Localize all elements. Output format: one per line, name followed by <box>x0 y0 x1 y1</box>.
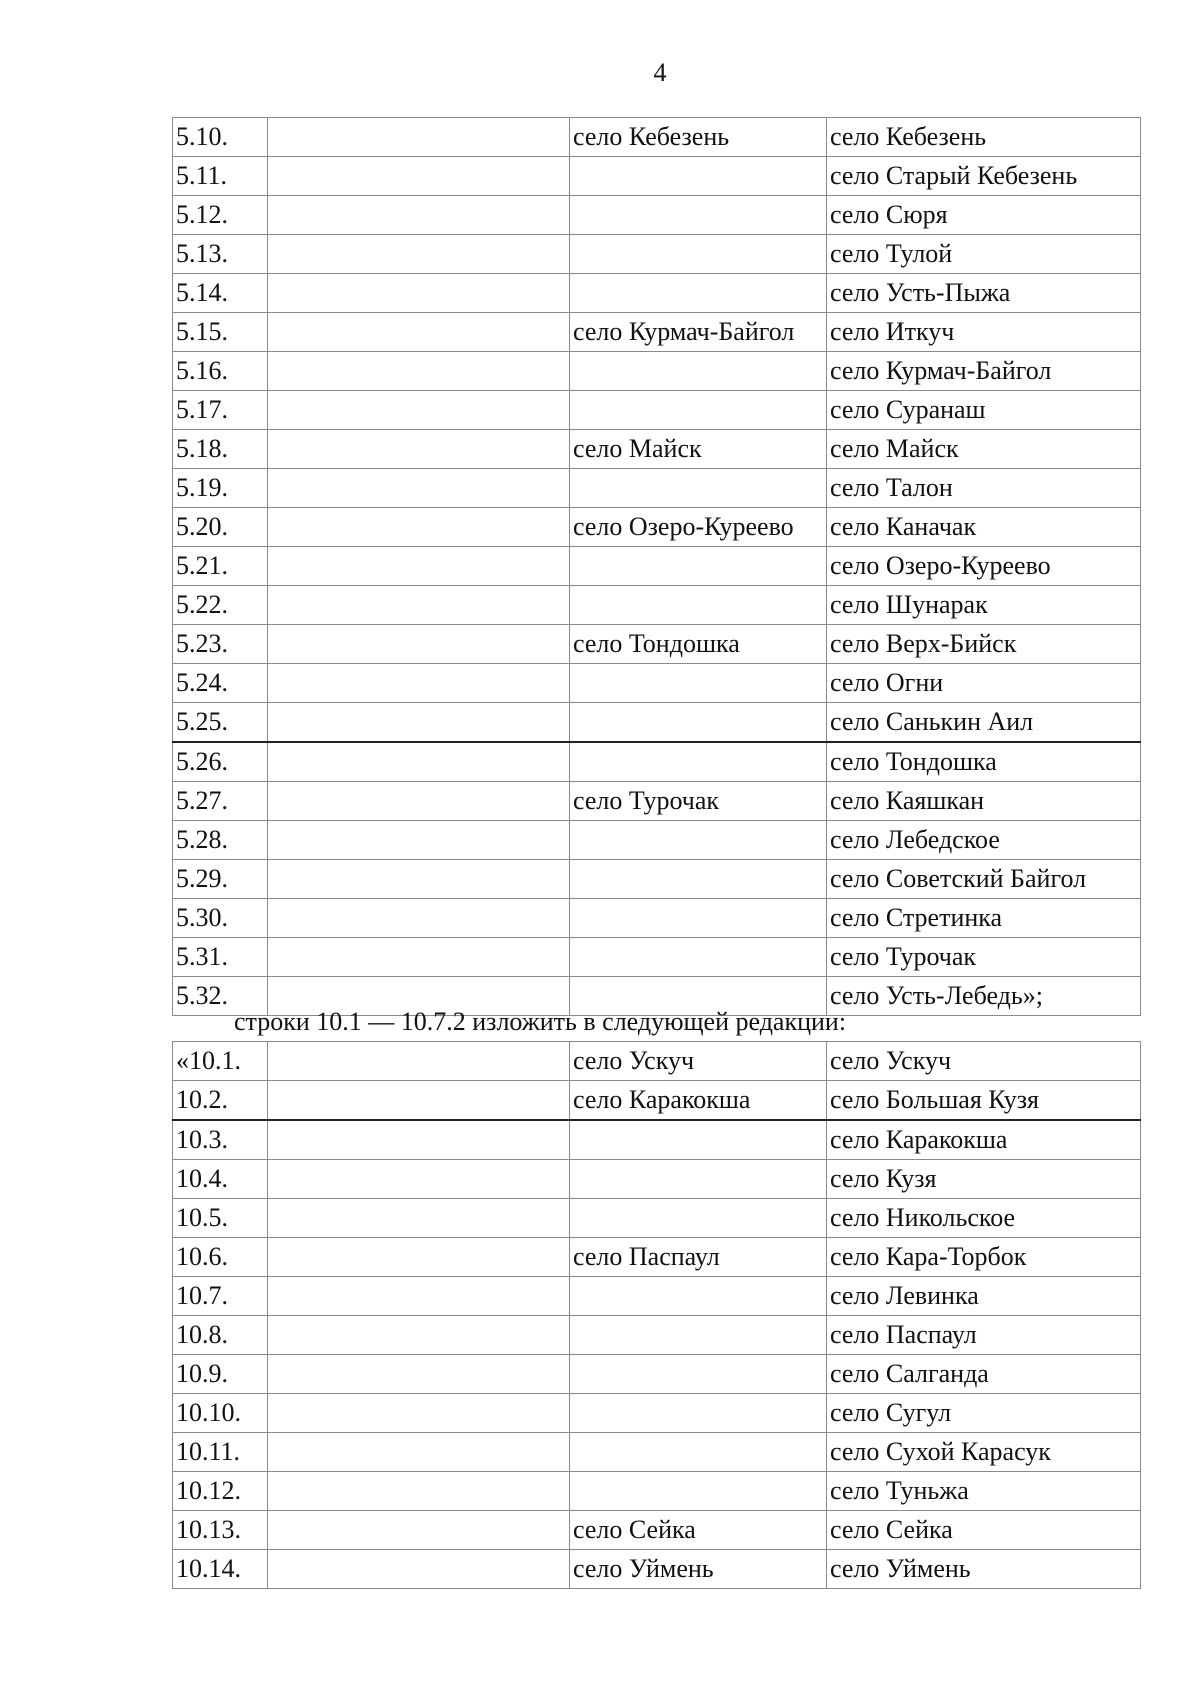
table-row <box>173 430 1141 469</box>
row-number-cell: 5.12. <box>173 196 268 235</box>
municipality-cell <box>268 821 570 860</box>
table-row <box>173 1199 1141 1238</box>
locality-cell: село Талон <box>827 469 1141 508</box>
municipality-cell <box>268 782 570 821</box>
row-number-cell: 5.15. <box>173 313 268 352</box>
table-row <box>173 899 1141 938</box>
row-number-cell: 5.20. <box>173 508 268 547</box>
table-row <box>173 118 1141 157</box>
locality-cell: село Курмач-Байгол <box>827 352 1141 391</box>
locality-cell: село Советский Байгол <box>827 860 1141 899</box>
locality-cell: село Турочак <box>827 938 1141 977</box>
municipality-cell <box>268 899 570 938</box>
settlement-cell <box>570 1472 827 1511</box>
table-row <box>173 860 1141 899</box>
locality-cell: село Каракокша <box>827 1120 1141 1160</box>
settlement-cell: село Курмач-Байгол <box>570 313 827 352</box>
settlement-cell <box>570 547 827 586</box>
locality-cell: село Огни <box>827 664 1141 703</box>
municipality-cell <box>268 469 570 508</box>
table-row <box>173 625 1141 664</box>
row-number-cell: 5.32. <box>173 977 268 1016</box>
settlement-cell <box>570 274 827 313</box>
settlement-cell: село Тондошка <box>570 625 827 664</box>
locality-cell: село Большая Кузя <box>827 1081 1141 1121</box>
table-row <box>173 586 1141 625</box>
row-number-cell: 5.29. <box>173 860 268 899</box>
locality-cell: село Салганда <box>827 1355 1141 1394</box>
settlement-cell <box>570 1120 827 1160</box>
row-number-cell: 10.3. <box>173 1120 268 1160</box>
table-row <box>173 1394 1141 1433</box>
row-number-cell: 10.4. <box>173 1160 268 1199</box>
table-row <box>173 235 1141 274</box>
table-row <box>173 742 1141 782</box>
table-row <box>173 938 1141 977</box>
locality-cell: село Никольское <box>827 1199 1141 1238</box>
table-row <box>173 1550 1141 1589</box>
settlement-cell <box>570 1160 827 1199</box>
settlement-cell <box>570 469 827 508</box>
row-number-cell: 5.24. <box>173 664 268 703</box>
page-number: 4 <box>653 58 667 87</box>
table-body <box>173 118 1141 1016</box>
locality-cell: село Усть-Пыжа <box>827 274 1141 313</box>
locality-cell: село Каначак <box>827 508 1141 547</box>
row-number-cell: 10.12. <box>173 1472 268 1511</box>
row-number-cell: 5.13. <box>173 235 268 274</box>
locality-cell: село Кебезень <box>827 118 1141 157</box>
row-number-cell: 5.11. <box>173 157 268 196</box>
row-number-cell: 5.18. <box>173 430 268 469</box>
row-number-cell: 5.31. <box>173 938 268 977</box>
locality-cell: село Иткуч <box>827 313 1141 352</box>
settlement-cell <box>570 1433 827 1472</box>
table-row <box>173 352 1141 391</box>
row-number-cell: 5.26. <box>173 742 268 782</box>
municipality-cell <box>268 1472 570 1511</box>
locality-cell: село Старый Кебезень <box>827 157 1141 196</box>
municipality-cell <box>268 1355 570 1394</box>
locality-cell: село Тондошка <box>827 742 1141 782</box>
row-number-cell: 5.19. <box>173 469 268 508</box>
municipality-cell <box>268 1160 570 1199</box>
settlement-cell <box>570 586 827 625</box>
municipality-cell <box>268 1042 570 1081</box>
table-row <box>173 782 1141 821</box>
municipality-cell <box>268 1238 570 1277</box>
table-row <box>173 1433 1141 1472</box>
row-number-cell: 10.7. <box>173 1277 268 1316</box>
locality-cell: село Сугул <box>827 1394 1141 1433</box>
locality-cell: село Тулой <box>827 235 1141 274</box>
municipality-cell <box>268 391 570 430</box>
row-number-cell: 5.16. <box>173 352 268 391</box>
municipality-cell <box>268 118 570 157</box>
municipality-cell <box>268 586 570 625</box>
municipality-cell <box>268 703 570 743</box>
row-number-cell: 10.5. <box>173 1199 268 1238</box>
row-number-cell: 5.27. <box>173 782 268 821</box>
municipality-cell <box>268 1511 570 1550</box>
settlement-cell: село Кебезень <box>570 118 827 157</box>
municipality-cell <box>268 664 570 703</box>
municipality-cell <box>268 430 570 469</box>
settlement-cell: село Майск <box>570 430 827 469</box>
row-number-cell: 5.28. <box>173 821 268 860</box>
locality-cell: село Лебедское <box>827 821 1141 860</box>
settlement-cell <box>570 938 827 977</box>
row-number-cell: 5.22. <box>173 586 268 625</box>
table-row <box>173 1081 1141 1121</box>
row-number-cell: 5.10. <box>173 118 268 157</box>
table-row <box>173 157 1141 196</box>
settlement-cell: село Уймень <box>570 1550 827 1589</box>
locality-cell: село Санькин Аил <box>827 703 1141 743</box>
locality-cell: село Кара-Торбок <box>827 1238 1141 1277</box>
locality-cell: село Ускуч <box>827 1042 1141 1081</box>
settlement-cell <box>570 899 827 938</box>
row-number-cell: 10.13. <box>173 1511 268 1550</box>
row-number-cell: 5.23. <box>173 625 268 664</box>
municipality-cell <box>268 1433 570 1472</box>
settlement-cell <box>570 742 827 782</box>
table-row <box>173 1472 1141 1511</box>
settlement-cell <box>570 664 827 703</box>
row-number-cell: 5.14. <box>173 274 268 313</box>
table-row <box>173 1511 1141 1550</box>
municipality-cell <box>268 742 570 782</box>
settlement-cell: село Каракокша <box>570 1081 827 1121</box>
municipality-cell <box>268 1394 570 1433</box>
table-row <box>173 313 1141 352</box>
table-body <box>173 1042 1141 1589</box>
settlements-table-section-10 <box>172 1041 1141 1589</box>
table-row <box>173 547 1141 586</box>
table-row <box>173 391 1141 430</box>
settlement-cell <box>570 1355 827 1394</box>
settlement-cell <box>570 235 827 274</box>
settlement-cell <box>570 1199 827 1238</box>
locality-cell: село Озеро-Куреево <box>827 547 1141 586</box>
municipality-cell <box>268 1316 570 1355</box>
settlement-cell: село Паспаул <box>570 1238 827 1277</box>
locality-cell: село Туньжа <box>827 1472 1141 1511</box>
settlement-cell: село Ускуч <box>570 1042 827 1081</box>
row-number-cell: 10.11. <box>173 1433 268 1472</box>
municipality-cell <box>268 508 570 547</box>
municipality-cell <box>268 274 570 313</box>
row-number-cell: «10.1. <box>173 1042 268 1081</box>
settlement-cell <box>570 821 827 860</box>
locality-cell: село Каяшкан <box>827 782 1141 821</box>
settlement-cell <box>570 352 827 391</box>
table-row <box>173 196 1141 235</box>
settlement-cell <box>570 391 827 430</box>
municipality-cell <box>268 625 570 664</box>
municipality-cell <box>268 1550 570 1589</box>
locality-cell: село Сухой Карасук <box>827 1433 1141 1472</box>
table-row <box>173 1355 1141 1394</box>
settlement-cell: село Сейка <box>570 1511 827 1550</box>
locality-cell: село Верх-Бийск <box>827 625 1141 664</box>
locality-cell: село Стретинка <box>827 899 1141 938</box>
settlement-cell <box>570 1316 827 1355</box>
settlement-cell: село Турочак <box>570 782 827 821</box>
row-number-cell: 5.17. <box>173 391 268 430</box>
row-number-cell: 10.8. <box>173 1316 268 1355</box>
table-row <box>173 508 1141 547</box>
settlement-cell <box>570 157 827 196</box>
municipality-cell <box>268 157 570 196</box>
municipality-cell <box>268 938 570 977</box>
locality-cell: село Уймень <box>827 1550 1141 1589</box>
municipality-cell <box>268 196 570 235</box>
locality-cell: село Усть-Лебедь»; <box>827 977 1141 1016</box>
row-number-cell: 10.2. <box>173 1081 268 1121</box>
settlement-cell <box>570 196 827 235</box>
settlement-cell <box>570 1394 827 1433</box>
municipality-cell <box>268 313 570 352</box>
locality-cell: село Сейка <box>827 1511 1141 1550</box>
table-row <box>173 1042 1141 1081</box>
locality-cell: село Суранаш <box>827 391 1141 430</box>
municipality-cell <box>268 1120 570 1160</box>
row-number-cell: 10.14. <box>173 1550 268 1589</box>
amendment-instruction: строки 10.1 — 10.7.2 изложить в следующей редакции: <box>234 1007 847 1036</box>
table-row <box>173 274 1141 313</box>
municipality-cell <box>268 235 570 274</box>
municipality-cell <box>268 860 570 899</box>
table-row <box>173 1120 1141 1160</box>
locality-cell: село Левинка <box>827 1277 1141 1316</box>
municipality-cell <box>268 547 570 586</box>
row-number-cell: 10.9. <box>173 1355 268 1394</box>
row-number-cell: 5.21. <box>173 547 268 586</box>
row-number-cell: 10.6. <box>173 1238 268 1277</box>
table-row <box>173 469 1141 508</box>
municipality-cell <box>268 1081 570 1121</box>
settlement-cell <box>570 1277 827 1316</box>
row-number-cell: 5.30. <box>173 899 268 938</box>
settlement-cell <box>570 703 827 743</box>
settlement-cell <box>570 860 827 899</box>
locality-cell: село Сюря <box>827 196 1141 235</box>
table-row <box>173 1277 1141 1316</box>
table-row <box>173 821 1141 860</box>
settlement-cell: село Озеро-Куреево <box>570 508 827 547</box>
row-number-cell: 10.10. <box>173 1394 268 1433</box>
table-row <box>173 1238 1141 1277</box>
row-number-cell: 5.25. <box>173 703 268 743</box>
locality-cell: село Кузя <box>827 1160 1141 1199</box>
locality-cell: село Майск <box>827 430 1141 469</box>
table-row <box>173 1316 1141 1355</box>
table-row <box>173 1160 1141 1199</box>
municipality-cell <box>268 1199 570 1238</box>
locality-cell: село Паспаул <box>827 1316 1141 1355</box>
table-row <box>173 664 1141 703</box>
table-row <box>173 703 1141 743</box>
municipality-cell <box>268 352 570 391</box>
municipality-cell <box>268 1277 570 1316</box>
settlements-table-section-5 <box>172 117 1141 1016</box>
locality-cell: село Шунарак <box>827 586 1141 625</box>
